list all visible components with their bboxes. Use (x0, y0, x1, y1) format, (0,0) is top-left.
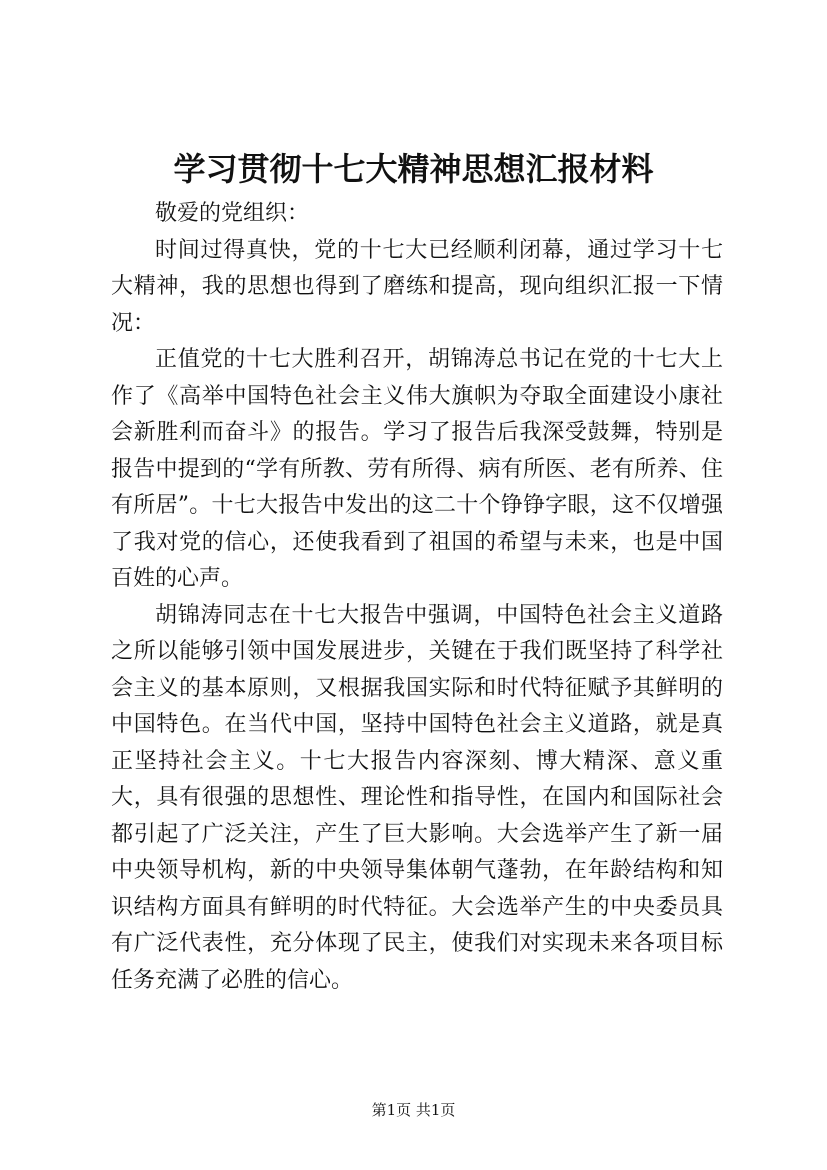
document-body (111, 196, 723, 999)
salutation: 敬爱的党组织： (155, 201, 310, 226)
paragraph-2: 正值党的十七大胜利召开，胡锦涛总书记在党的十七大上作了《高举中国特色社会主义伟大旗帜为夺取全面建设小康社会新胜利而奋斗》的报告。学习了报告后我深受鼓舞，特别是报告中提到的“学有所教、劳有所得、病有所医、老有所养、住有所居”。十七大报告中发出的这二十个铮铮字眼，这不仅增强了我对党的信心，还使我看到了祖国的希望与未来，也是中国百姓的心声。 (111, 347, 723, 591)
paragraph-1: 时间过得真快，党的十七大已经顺利闭幕，通过学习十七大精神，我的思想也得到了磨练和提高，现向组织汇报一下情况： (111, 237, 723, 336)
paragraph-3: 胡锦涛同志在十七大报告中强调，中国特色社会主义道路之所以能够引领中国发展进步，关键在于我们既坚持了科学社会主义的基本原则，又根据我国实际和时代特征赋予其鲜明的中国特色。在当代中国，坚持中国特色社会主义道路，就是真正坚持社会主义。十七大报告内容深刻、博大精深、意义重大，具有很强的思想性、理论性和指导性，在国内和国际社会都引起了广泛关注，产生了巨大影响。大会选举产生了新一届中央领导机构，新的中央领导集体朝气蓬勃，在年龄结构和知识结构方面具有鲜明的时代特征。大会选举产生的中央委员具有广泛代表性，充分体现了民主，使我们对实现未来各项目标任务充满了必胜的信心。 (111, 602, 723, 993)
document-title: 学习贯彻十七大精神思想汇报材料 (173, 150, 654, 188)
page-footer: 第1页 共1页 (371, 1101, 456, 1119)
